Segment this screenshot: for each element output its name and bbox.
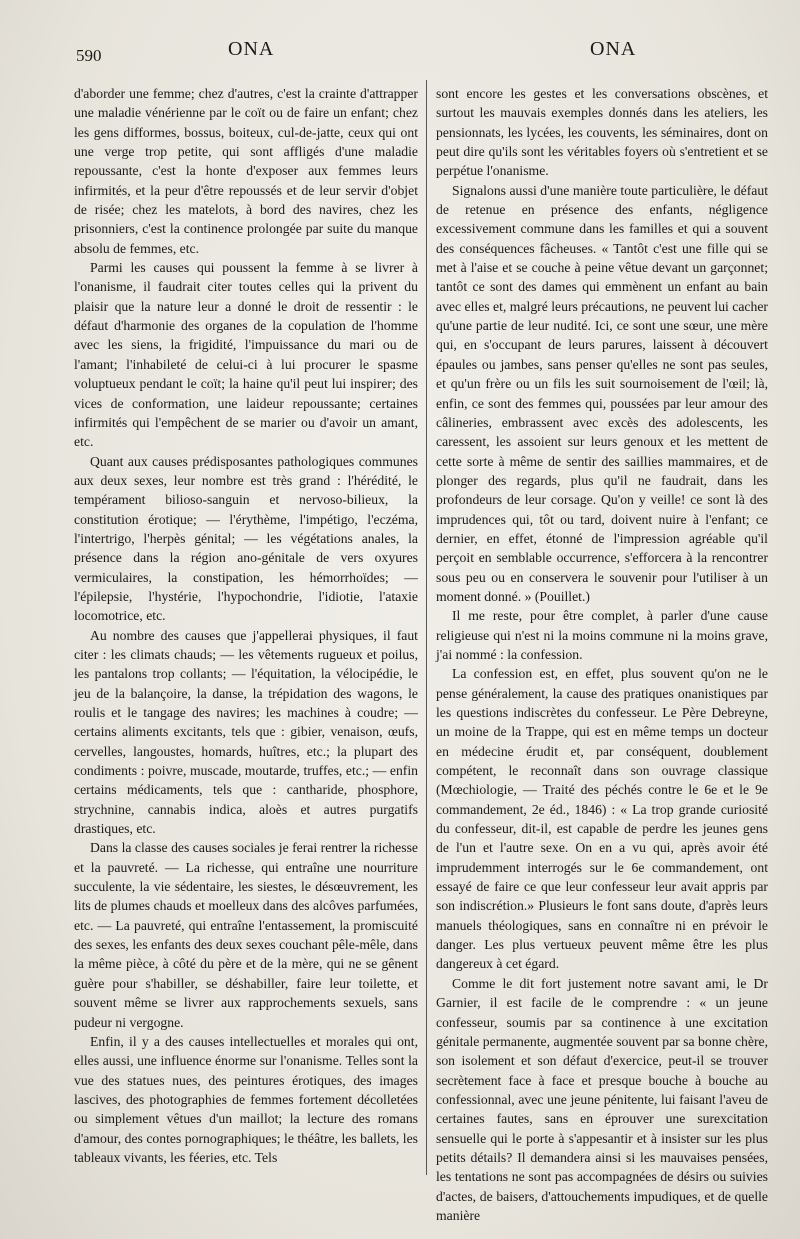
running-head-right: ONA (590, 38, 637, 60)
paragraph: Enfin, il y a des causes intellectuelles et morales qui ont, elles aussi, une influence énorme sur l'onanisme. Telles sont la vue des statues nues, des peintures érotiques, des images lascives, des photographies de femmes fortement décolletées ou simplement vêtues d'un maillot; la lecture des romans d'amour, des contes pornographiques; le théâtre, les ballets, les tableaux vivants, les féeries, etc. Tels (74, 1033, 418, 1165)
paragraph: Au nombre des causes que j'appellerai physiques, il faut citer : les climats chauds; — les vêtements rugueux et poilus, les pantalons trop collants; — l'équitation, la vélocipédie, le jeu de la balançoire, la danse, la trépidation des wagons, le roulis et le tangage des navires; les machines à coudre; — certains aliments excitants, tels que : gibier, venaison, œufs, cervelles, langoustes, homards, huîtres, etc.; la plupart des condiments : poivre, muscade, moutarde, truffes, etc.; — enfin certains médicaments, tels que : cantharide, phosphore, strychnine, cannabis indica, aloès et autres purgatifs drastiques, etc. (74, 627, 418, 837)
paragraph: Parmi les causes qui poussent la femme à se livrer à l'onanisme, il faudrait citer toutes celles qui la privent du plaisir que la nature leur a donné le droit de ressentir : le défaut d'harmonie des organes de la copulation de l'homme avec les siens, la frigidité, l'impuissance du mari ou de l'amant; l'inhabileté de celui-ci à lui procurer le spasme voluptueux pendant le coït; la haine qu'il peut lui inspirer; des vices de conformation, une laideur repoussante; certaines infirmités qui l'empêchent de se marier ou d'avoir un amant, etc. (74, 260, 418, 450)
running-head-left: ONA (228, 38, 275, 60)
page-number: 590 (76, 46, 102, 65)
paragraph: La confession est, en effet, plus souvent qu'on ne le pense généralement, la cause des pratiques onanistiques par les questions indiscrètes du confesseur. Le Père Debreyne, un moine de la Trappe, qui est en même temps un docteur en médecine érudit et, par conséquent, doublement compétent, le reconnaît dans son ouvrage classique (Mœchiologie, — Traité des péchés contre le 6e et le 9e commandement, 2e éd., 1846) : « La trop grande curiosité du confesseur, dit-il, est capable de perdre les jeunes gens de l'un et l'autre sexe. On en a vu qui, après avoir été imprudemment interrogés sur le 6e commandement, ont essayé de faire ce que leur confesseur leur avait appris par son indiscrétion.» Plusieurs le font sans doute, d'après leurs manuels théologiques, sans en connaître ni en prévoir le danger. Les plus vertueux peuvent même être les plus dangereux à cet égard. (436, 666, 768, 972)
paragraph: Signalons aussi d'une manière toute particulière, le défaut de retenue en présence des enfants, négligence excessivement commune dans les familles et qui a souvent des conséquences fâcheuses. « Tantôt c'est une fille qui se met à l'aise et se couche à peine vêtue devant un garçonnet; tantôt ce sont des dames qui emmènent un enfant au bain avec elles et, malgré leurs précautions, ne peuvent lui cacher qu'une partie de leur nudité. Ici, ce sont une sœur, une mère qui, en s'occupant de leurs parures, laissent à découvert épaules ou jambes, sans penser qu'elles ne sont pas seules, et qu'un frère ou un fils les suit sournoisement de l'œil; là, enfin, ce sont des femmes qui, poussées par leur amour des câlineries, embrassent avec excès des adolescents, les caressent, les assoient sur leurs genoux et les mettent de cette sorte à même de sentir des saillies mammaires, et de plonger des regards, plus qu'il ne faudrait, dans les profondeurs de leur corsage. Qu'on y veille! ce sont là des imprudences qui, tôt ou tard, doivent nuire à l'enfant; ce dernier, en effet, étonné de l'impression agréable qu'il perçoit en semblable occurrence, s'efforcera à la rencontrer sous peu ou en conservera le souvenir pour l'utiliser à un moment donné. » (Pouillet.) (436, 182, 768, 604)
column-divider (426, 80, 427, 1175)
right-column (436, 84, 768, 1223)
paragraph: Comme le dit fort justement notre savant ami, le Dr Garnier, il est facile de le comprendre : « un jeune confesseur, soumis par sa continence à une excitation génitale permanente, augmentée souvent par sa bonne chère, son isolement et son défaut d'exercice, peut-il se trouver secrètement face à face et presque bouche à bouche au confessionnal, avec une jeune pénitente, lui faisant l'aveu de certaines fautes, sans en éprouver une surexcitation sensuelle qui le porte à s'appesantir et à insister sur les plus petits détails? Il demandera ainsi si les mauvaises pensées, les tentations ne sont pas accompagnées de désirs ou suivies d'actes, de baisers, d'attouchements impudiques, et de quelle manière (436, 975, 768, 1223)
paragraph: Il me reste, pour être complet, à parler d'une cause religieuse qui n'est ni la moins commune ni la moins grave, j'ai nommé : la confession. (436, 608, 768, 662)
paragraph: sont encore les gestes et les conversations obscènes, et surtout les mauvais exemples donnés dans les ateliers, les pensionnats, les lycées, les couvents, les séminaires, dont on peut dire qu'ils sont les véritables foyers où s'entretient et se perpétue l'onanisme. (436, 86, 768, 179)
page-header (0, 38, 800, 68)
paragraph: Dans la classe des causes sociales je ferai rentrer la richesse et la pauvreté. — La richesse, qui entraîne une nourriture succulente, la vie sédentaire, les siestes, le désœuvrement, les lits de plumes chauds et moelleux dans des alcôves parfumées, etc. — La pauvreté, qui entraîne l'entassement, la promiscuité des sexes, les enfants des deux sexes couchant pêle-mêle, dans la même pièce, à côté du père et de la mère, qui ne se gênent guère pour s'habiller, se déshabiller, faire leur toilette, et souvent même se livrer aux rapprochements sexuels, sans pudeur ni vergogne. (74, 840, 418, 1030)
paragraph: d'aborder une femme; chez d'autres, c'est la crainte d'attrapper une maladie vénérienne par le coït ou de faire un enfant; chez les gens difformes, bossus, boiteux, cul-de-jatte, ceux qui ont une verge trop petite, qui sont affligés d'une maladie repoussante, c'est la honte d'exposer aux femmes leurs infirmités, et la peur d'être repoussés et de leur servir d'objet de risée; chez les matelots, à bord des navires, chez les prisonniers, c'est la continence prolongée par suite du manque absolu de femmes, etc. (74, 86, 418, 256)
left-column (74, 84, 418, 1184)
paragraph: Quant aux causes prédisposantes pathologiques communes aux deux sexes, leur nombre est très grand : l'hérédité, le tempérament bilioso-sanguin et nervoso-bilieux, la constitution érotique; — l'érythème, l'impétigo, l'eczéma, l'intertrigo, l'herpès génital; — les végétations anales, la présence dans la région ano-génitale de vers oxyures vermiculaires, la constipation, les hémorrhoïdes; — l'épilepsie, l'hystérie, l'hypochondrie, l'idiotie, l'ataxie locomotrice, etc. (74, 453, 418, 624)
